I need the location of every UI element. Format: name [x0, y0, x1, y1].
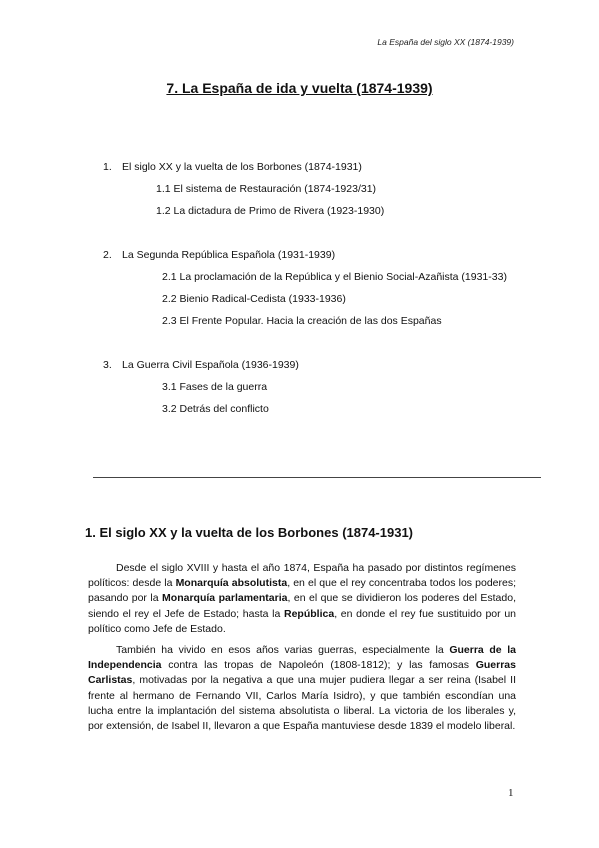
- separator-line: [93, 477, 541, 478]
- toc-subitem-2-3: 2.3 El Frente Popular. Hacia la creación de las dos Españas: [162, 315, 442, 327]
- text-run: También ha vivido en esos años varias guerras, especialmente la: [116, 644, 450, 656]
- bold-term: Guerras Carlistas: [88, 659, 516, 687]
- bold-term: Monarquía parlamentaria: [162, 592, 288, 605]
- text-run: Desde el siglo XVIII y hasta el año 1874, España ha pasado por distintos regímenes políticos: desde la: [88, 562, 516, 590]
- page-title: 7. La España de ida y vuelta (1874-1939): [166, 80, 433, 96]
- toc-text: El siglo XX y la vuelta de los Borbones (1874-1931): [122, 161, 362, 173]
- toc-subitem-1-1: 1.1 El sistema de Restauración (1874-1923/31): [156, 183, 377, 195]
- toc-subitem-2-1: 2.1 La proclamación de la República y el Bienio Social-Azañista (1931-33): [162, 271, 507, 283]
- toc-subitem-1-2: 1.2 La dictadura de Primo de Rivera (1923-1930): [156, 205, 385, 217]
- bold-term: Guerra de la Independencia: [88, 644, 517, 672]
- toc-text: La Guerra Civil Española (1936-1939): [122, 359, 299, 371]
- toc-number: 1.: [103, 161, 112, 173]
- text-run: , motivadas por la negativa a que una mujer pudiera llegar a ser reina (Isabel II frente al hermano de Fernando VII, Carlos María Isidro), y que también escondían una lucha entre la implantación del sistema absolutista o liberal. La victoria de los liberales y, por extensión, de Isabel II, llevaron a que España mantuviese desde 1839 el modelo liberal.: [88, 674, 516, 733]
- text-run: , en el que se dividieron los poderes del Estado, siendo el rey el Jefe de Estado; hasta la: [88, 592, 516, 620]
- text-run: contra las tropas de Napoleón (1808-1812); y las famosas: [161, 659, 476, 672]
- toc-item-2: [103, 249, 335, 261]
- toc-subitem-3-2: 3.2 Detrás del conflicto: [162, 403, 269, 415]
- toc-subitem-2-2: 2.2 Bienio Radical-Cedista (1933-1936): [162, 293, 346, 305]
- text-run: , en donde el rey fue sustituido por un político como Jefe de Estado.: [88, 607, 516, 635]
- page-number: 1: [508, 787, 514, 799]
- toc-number: 2.: [103, 249, 112, 261]
- toc-text: La Segunda República Española (1931-1939): [122, 249, 336, 261]
- running-header: La España del siglo XX (1874-1939): [377, 37, 514, 47]
- toc-item-3: [103, 359, 299, 371]
- toc-item-1: [103, 161, 362, 173]
- toc-subitem-3-1: 3.1 Fases de la guerra: [162, 381, 268, 393]
- paragraph-2: [88, 643, 516, 734]
- text-run: , en el que el rey concentraba todos los poderes; pasando por la: [88, 577, 517, 605]
- paragraph-1: [88, 561, 516, 637]
- section-heading: 1. El siglo XX y la vuelta de los Borbones (1874-1931): [85, 525, 414, 540]
- bold-term: República: [284, 607, 335, 620]
- bold-term: Monarquía absolutista: [175, 577, 288, 590]
- toc-number: 3.: [103, 359, 112, 371]
